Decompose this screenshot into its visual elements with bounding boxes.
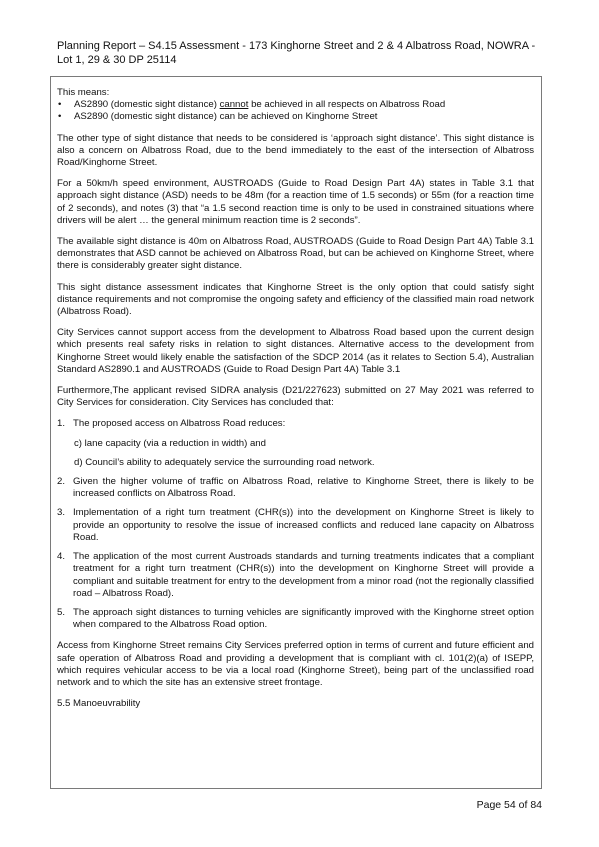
sub-list-item: c) lane capacity (via a reduction in width) and (74, 437, 266, 449)
document-body (57, 87, 534, 719)
paragraph: For a 50km/h speed environment, AUSTROADS (Guide to Road Design Part 4A) states in Table 3.1 that approach sight distance (ASD) needs to be 48m (for a reaction time of 1.5 seconds) or 55m (for a reaction time of 2 seconds), and notes (3) that “a 1.5 second reaction time is only to be used in constrained situations where drivers will be alert … the general minimum reaction time is 2 seconds”. (57, 178, 534, 226)
list-item (57, 418, 534, 469)
list-item (57, 607, 534, 631)
paragraph: The available sight distance is 40m on Albatross Road, AUSTROADS (Guide to Road Design Part 4A) Table 3.1 demonstrates that ASD cannot be achieved on Albatross Road, but can be achieved on Kinghorne Street, where there is considerably greater sight distance. (57, 236, 534, 272)
page-number: Page 54 of 84 (476, 799, 542, 811)
page-header (57, 39, 557, 67)
list-text: The application of the most current Austroads standards and turning treatments indicates that a compliant treatment for a right turn treatment (CHR(s)) into the development on Kinghorne Street will provide a compliant and suitable treatment for entry to the development from a minor road (not the regionally classified road – Albatross Road). (73, 551, 534, 599)
list-number: 3. (57, 507, 66, 519)
intro-text: This means: (57, 87, 110, 98)
bullet-text: be achieved in all respects on Albatross Road (248, 99, 446, 111)
bullet-item (57, 111, 534, 123)
underlined-word: cannot (219, 99, 249, 111)
list-text: The proposed access on Albatross Road reduces: (73, 418, 286, 430)
list-number: 5. (57, 606, 66, 618)
list-number: 4. (57, 551, 66, 563)
paragraph: The other type of sight distance that needs to be considered is ‘approach sight distance’. This sight distance is also a concern on Albatross Road, due to the bend immediately to the east of the intersection of Albatross Road/Kinghorne Street. (57, 132, 534, 169)
list-number: 2. (57, 476, 66, 488)
section-heading: 5.5 Manoeuvrability (57, 698, 141, 710)
bullet-list (57, 99, 534, 123)
sub-list-item: d) Council’s ability to adequately service the surrounding road network. (74, 456, 375, 468)
sub-list (74, 438, 534, 469)
bullet-item (57, 99, 534, 111)
header-line-1: Planning Report – S4.15 Assessment - 173 Kinghorne Street and 2 & 4 Albatross Road, NOWRA - (57, 40, 536, 52)
list-text: Implementation of a right turn treatment (CHR(s)) into the development on Kinghorne Street is likely to provide an opportunity to resolve the issue of increased conflicts and reduced lane capacity on Albatross Road. (73, 507, 534, 543)
list-item (57, 476, 534, 500)
numbered-list (57, 418, 534, 631)
paragraph: City Services cannot support access from the development to Albatross Road based upon the current design which presents real safety risks in relation to sight distances. Alternative access to the development from Kinghorne Street would likely enable the satisfaction of the SDCP 2014 (as it relates to Section 5.4), Australian Standard AS2890.1 and AUSTROADS (Guide to Road Design Part 4A) Table 3.1 (57, 327, 534, 375)
bullet-text: AS2890 (domestic sight distance) can be achieved on Kinghorne Street (74, 111, 378, 123)
list-text: The approach sight distances to turning vehicles are significantly improved with the Kinghorne street option when compared to the Albatross Road option. (73, 606, 534, 631)
paragraph: This sight distance assessment indicates that Kinghorne Street is the only option that could satisfy sight distance requirements and not compromise the ongoing safety and efficiency of the classified main road network (Albatross Road). (57, 281, 534, 318)
header-line-2: Lot 1, 29 & 30 DP 25114 (57, 54, 177, 66)
list-item (57, 507, 534, 544)
bullet-text: AS2890 (domestic sight distance) (74, 99, 220, 111)
list-number: 1. (57, 418, 66, 430)
list-item (57, 551, 534, 600)
paragraph: Access from Kinghorne Street remains City Services preferred option in terms of current and future efficient and safe operation of Albatross Road and providing a development that is compliant with cl. 101(2)(a) of ISEPP, which requires vehicular access to be via a local road (Kinghorne Street), being part of the unclassified road network and to which the site has an extensive street frontage. (57, 640, 534, 688)
list-text: Given the higher volume of traffic on Albatross Road, relative to Kinghorne Street, there is likely to be increased conflicts on Albatross Road. (73, 476, 534, 500)
paragraph: Furthermore,The applicant revised SIDRA analysis (D21/227623) submitted on 27 May 2021 was referred to City Services for consideration. City Services has concluded that: (57, 385, 534, 409)
